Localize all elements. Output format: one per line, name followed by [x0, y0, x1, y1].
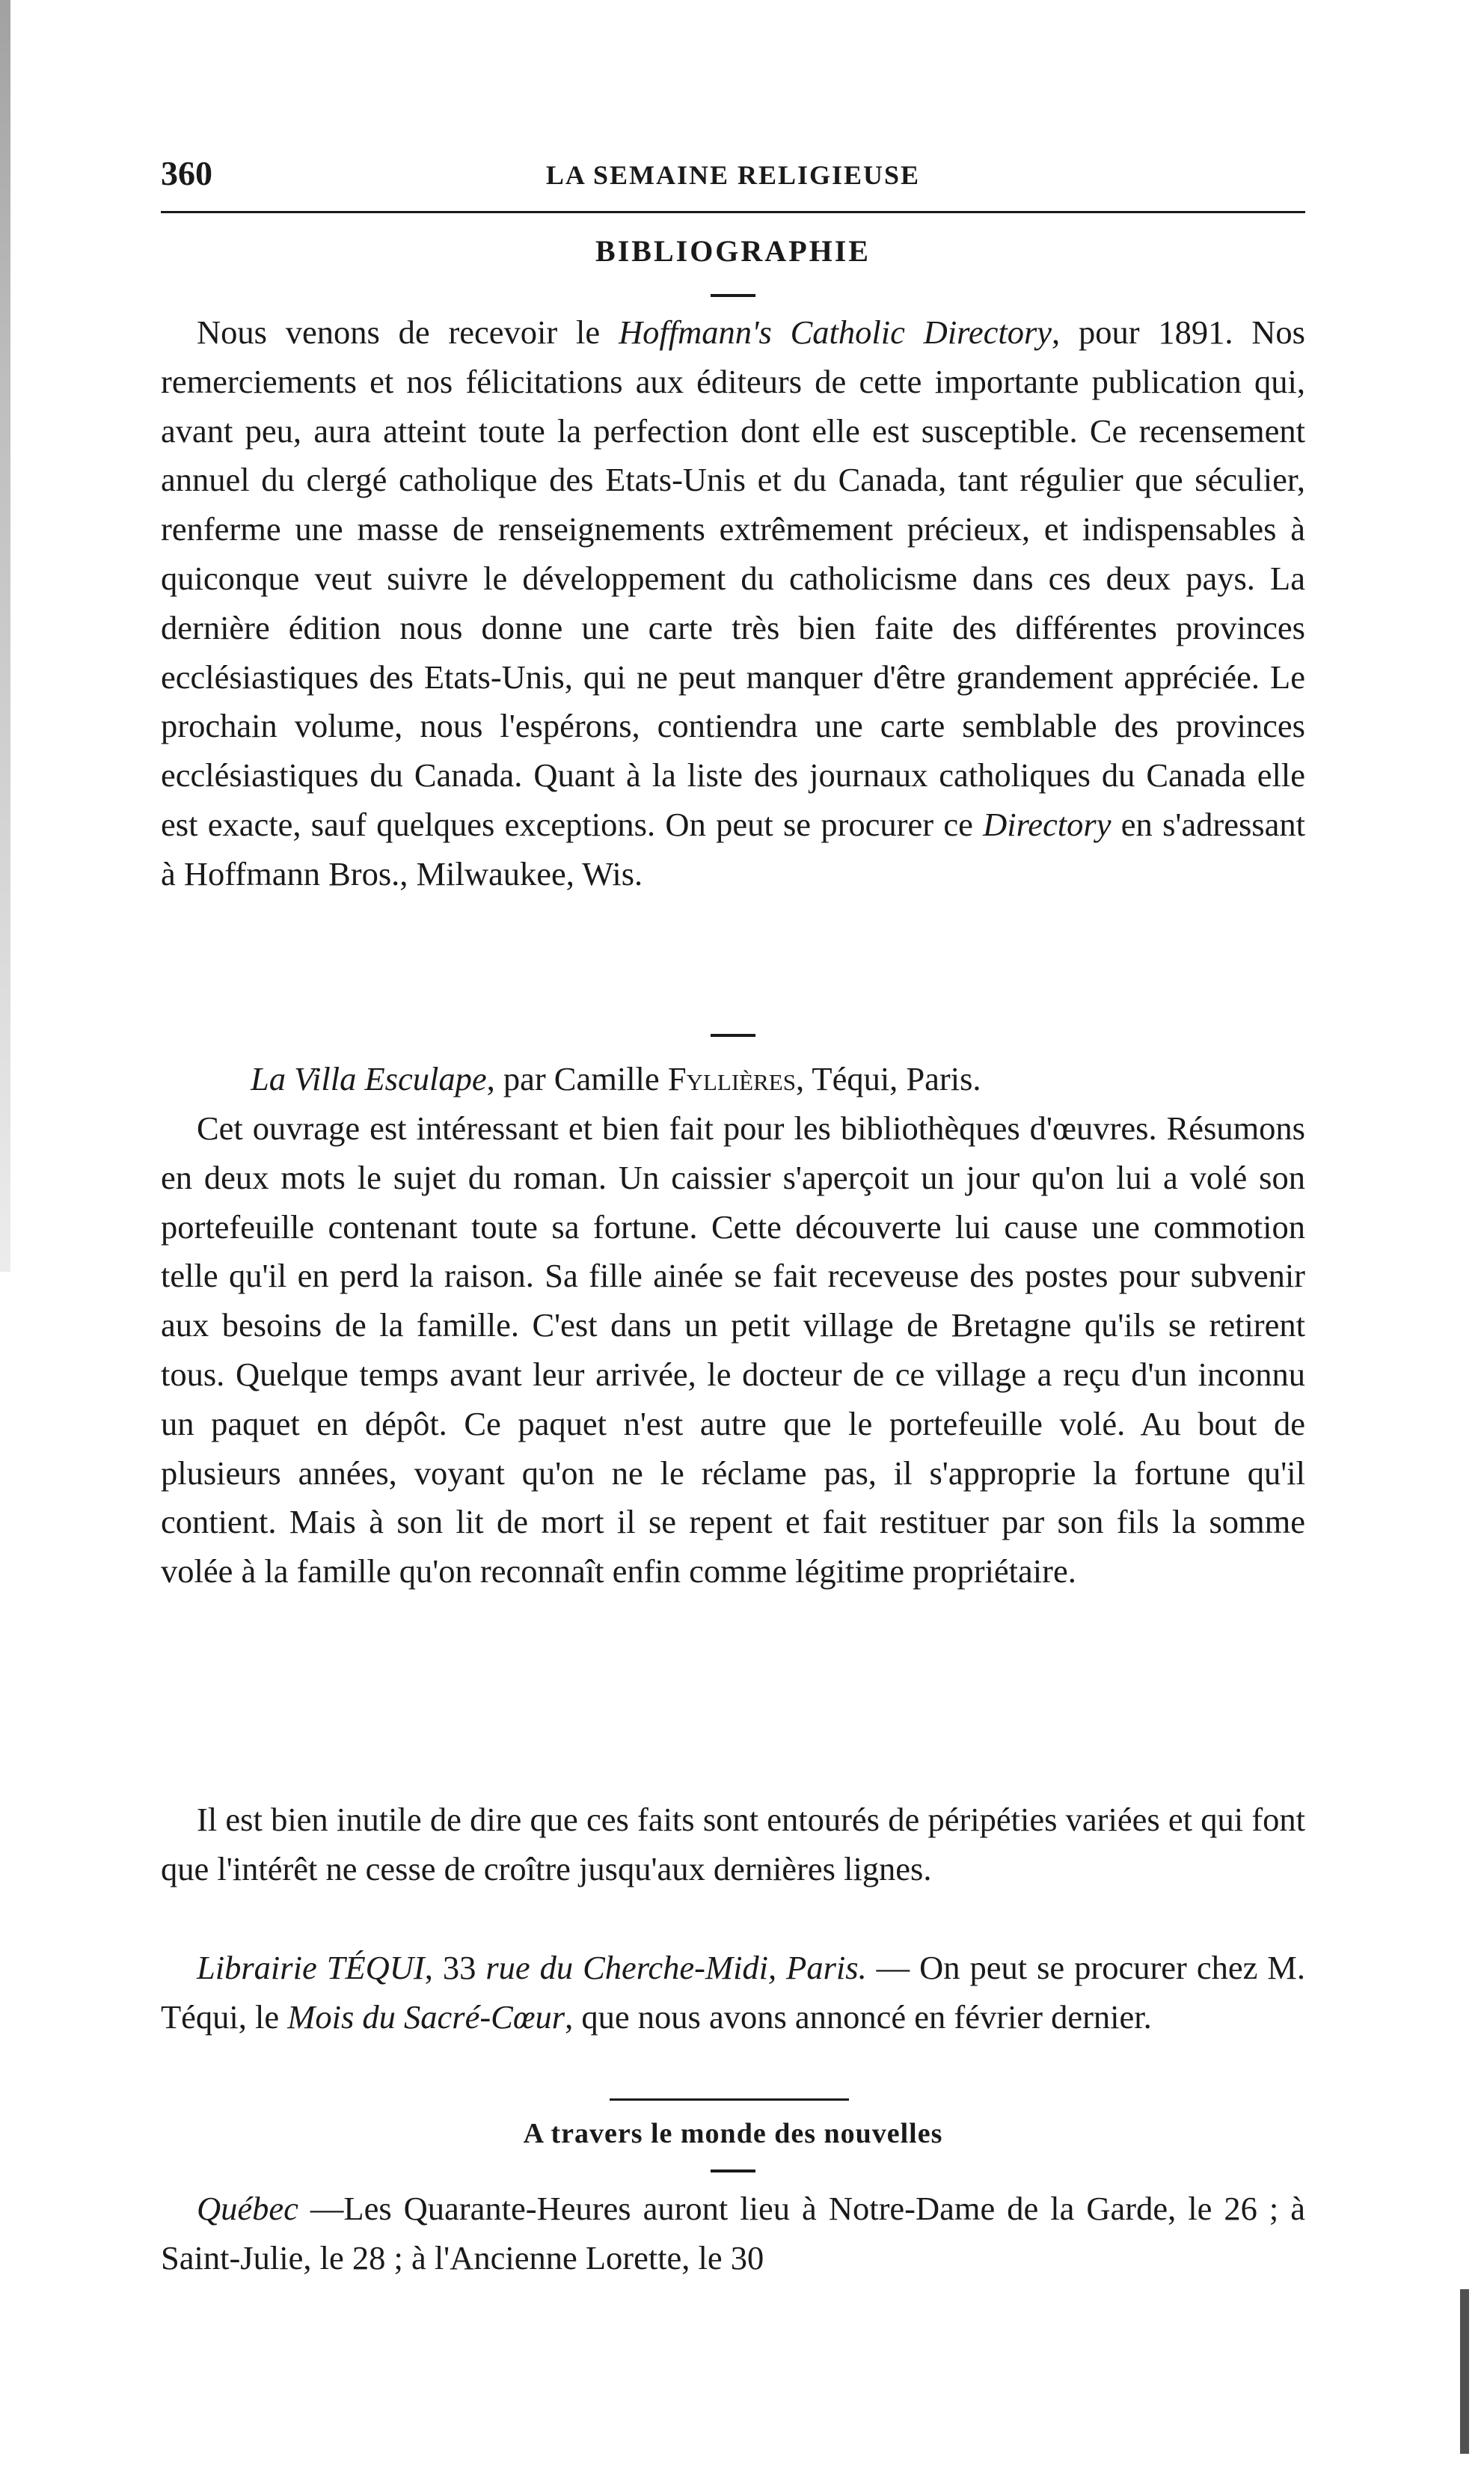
entry-publisher: , Téqui, Paris.	[795, 1060, 981, 1097]
entry-author: Fyllières	[667, 1060, 796, 1097]
review-paragraph-conclusion: Il est bien inutile de dire que ces faits sont entourés de péripéties variées et qui font que l'intérêt ne cesse de croître jusqu'aux dernières lignes.	[161, 1801, 1305, 1887]
bibliography-entry-villa-esculape	[161, 1055, 1305, 1104]
librairie-text-end: , que nous avons annoncé en février dernier.	[565, 1997, 1152, 2036]
entry-text-body: , pour 1891. Nos remerciements et nos félicitations aux éditeurs de cette importante publication qui, avant peu, aura atteint toute la perfection dont elle est susceptible. Ce recensement annuel du clergé catholique des Etats-Unis et du Canada, tant régulier que séculier, renferme une masse de renseignements extrêmement précieux, et indispensables à quiconque veut suivre le développement du catholicisme dans ces deux pays. La dernière édition nous donne une carte très bien faite des différentes provinces ecclésiastiques des Etats-Unis, qui ne peut manquer d'être grandement appréciée. Le prochain volume, nous l'espérons, contiendra une carte semblable des provinces ecclésiastiques du Canada. Quant à la liste des journaux catholiques du Canada elle est exacte, sauf quelques exceptions. On peut se procurer ce	[161, 313, 1305, 843]
entry-text-start: Nous venons de recevoir le	[197, 313, 619, 351]
page-number: 360	[161, 154, 212, 192]
librairie-text: — On peut se procurer chez M. Téqui, le	[161, 1949, 1306, 2036]
entry-title-directory: Directory	[983, 805, 1112, 843]
entry-text-end: en s'adressant à Hoffmann Bros., Milwaukee, Wis.	[161, 805, 1305, 892]
bibliography-entry-hoffmann	[161, 308, 1305, 899]
section-dash	[711, 294, 755, 297]
running-head	[161, 153, 1305, 198]
news-item-quebec	[161, 2184, 1305, 2283]
entry-by: , par Camille	[486, 1060, 668, 1097]
journal-title: LA SEMAINE RELIGIEUSE	[545, 160, 921, 190]
news-rule	[610, 2098, 849, 2101]
news-text: —Les Quarante-Heures auront lieu à Notre-Dame de la Garde, le 26 ; à Saint-Julie, le 28 ; à l'Ancienne Lorette, le 30	[161, 2190, 1305, 2276]
librairie-street: rue du Cherche-Midi, Paris.	[485, 1949, 867, 1986]
entry-dash	[711, 1034, 755, 1037]
scan-gutter-left	[0, 0, 10, 1272]
section-title-news: A travers le monde des nouvelles	[523, 2118, 943, 2149]
bibliography-entry-tequi	[161, 1944, 1305, 2042]
librairie-number: , 33	[424, 1949, 486, 1986]
mois-title: Mois du Sacré-Cœur	[287, 1997, 565, 2036]
entry-title-villa: La Villa Esculape	[251, 1060, 487, 1097]
review-paragraph-summary: Cet ouvrage est intéressant et bien fait pour les bibliothèques d'œuvres. Résumons en deux mots le sujet du roman. Un caissier s'aperçoit un jour qu'on lui a volé son portefeuille contenant toute sa fortune. Cette découverte lui cause une commotion telle qu'il en perd la raison. Sa fille ainée se fait receveuse des postes pour subvenir aux besoins de la famille. C'est dans un petit village de Bretagne qu'ils se retirent tous. Quelque temps avant leur arrivée, le docteur de ce village a reçu d'un inconnu un paquet en dépôt. Ce paquet n'est autre que le portefeuille volé. Au bout de plusieurs années, voyant qu'on ne le réclame pas, il s'approprie la fortune qu'il contient. Mais à son lit de mort il se repent et fait restituer par son fils la somme volée à la famille qu'on reconnaît enfin comme légitime propriétaire.	[161, 1109, 1305, 1590]
scan-gutter-right	[1460, 2289, 1469, 2454]
entry-title-hoffmann: Hoffmann's Catholic Directory	[618, 313, 1052, 351]
page	[161, 0, 1305, 2468]
news-place: Québec	[197, 2190, 298, 2227]
header-rule	[161, 211, 1305, 213]
news-dash	[711, 2170, 755, 2172]
librairie-name: Librairie TÉQUI	[197, 1949, 425, 1986]
section-title-bibliographie: BIBLIOGRAPHIE	[595, 234, 871, 268]
